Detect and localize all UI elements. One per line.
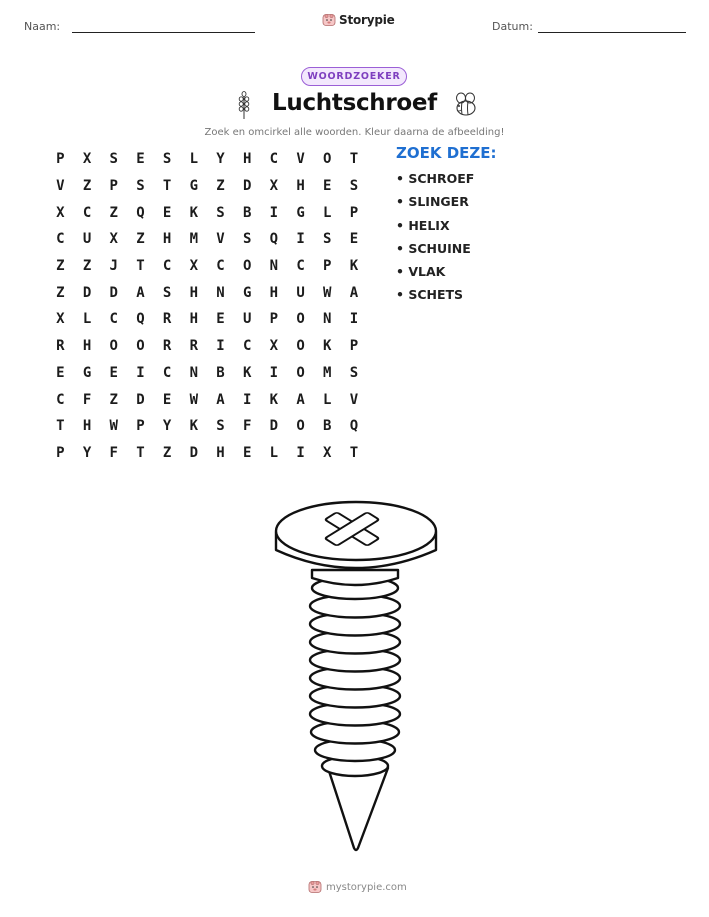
grid-cell[interactable]: U <box>82 231 92 248</box>
storypie-logo-icon <box>322 13 336 27</box>
grid-cell[interactable]: N <box>323 311 332 328</box>
grid-cell[interactable]: Q <box>136 311 145 328</box>
grid-cell[interactable]: H <box>189 311 198 328</box>
grid-cell[interactable]: H <box>296 178 305 195</box>
grid-cell[interactable]: V <box>349 391 359 408</box>
grid-cell[interactable]: S <box>349 178 359 195</box>
grid-cell[interactable]: P <box>323 258 332 275</box>
grid-cell[interactable]: X <box>269 338 279 355</box>
grid-cell[interactable]: L <box>323 391 332 408</box>
footer <box>308 880 407 894</box>
grid-cell[interactable]: I <box>216 338 225 355</box>
grid-cell[interactable]: P <box>269 311 279 328</box>
grid-cell[interactable]: U <box>242 311 252 328</box>
grid-cell[interactable]: G <box>189 178 198 195</box>
grid-cell[interactable]: S <box>216 204 225 221</box>
grid-cell[interactable]: H <box>162 231 172 248</box>
grid-cell[interactable]: O <box>296 364 305 381</box>
grid-cell[interactable]: O <box>296 418 305 435</box>
storypie-logo-icon <box>308 880 322 894</box>
grid-cell[interactable]: G <box>82 364 92 381</box>
grid-cell[interactable]: K <box>189 418 198 435</box>
date-label: Datum: <box>492 20 533 33</box>
word-list <box>396 171 474 311</box>
grid-cell[interactable]: E <box>349 231 359 248</box>
grid-cell[interactable]: S <box>109 151 118 168</box>
grid-cell[interactable]: Z <box>162 444 172 461</box>
grid-cell[interactable]: C <box>242 338 252 355</box>
grid-cell[interactable]: E <box>136 151 145 168</box>
grid-cell[interactable]: C <box>216 258 225 275</box>
grid-cell[interactable]: S <box>242 231 252 248</box>
grid-cell[interactable]: Z <box>109 204 118 221</box>
grid-cell[interactable]: H <box>242 151 252 168</box>
grid-cell[interactable]: P <box>56 444 65 461</box>
grid-cell[interactable]: Z <box>82 258 92 275</box>
grid-cell[interactable]: E <box>216 311 225 328</box>
grid-cell[interactable]: F <box>82 391 92 408</box>
grid-cell[interactable]: I <box>296 444 305 461</box>
grid-cell[interactable]: V <box>216 231 225 248</box>
grid-cell[interactable]: V <box>56 178 65 195</box>
grid-cell[interactable]: C <box>109 311 118 328</box>
grid-cell[interactable]: X <box>82 151 92 168</box>
grid-cell[interactable]: C <box>82 204 92 221</box>
grid-cell[interactable]: C <box>56 231 65 248</box>
name-line <box>72 32 255 33</box>
grid-cell[interactable]: C <box>162 258 172 275</box>
grid-cell[interactable]: S <box>162 151 172 168</box>
grid-cell[interactable]: R <box>189 338 198 355</box>
grid-cell[interactable]: R <box>56 338 65 355</box>
grid-cell[interactable]: O <box>242 258 252 275</box>
grid-cell[interactable]: N <box>269 258 279 275</box>
grid-cell[interactable]: X <box>323 444 332 461</box>
grid-cell[interactable]: S <box>323 231 332 248</box>
grid-cell[interactable]: Q <box>269 231 279 248</box>
grid-cell[interactable]: J <box>109 258 118 275</box>
grid-cell[interactable]: P <box>109 178 118 195</box>
grid-cell[interactable]: D <box>269 418 279 435</box>
grid-cell[interactable]: P <box>56 151 65 168</box>
grid-cell[interactable]: A <box>296 391 305 408</box>
grid-cell[interactable]: E <box>242 444 252 461</box>
grid-cell[interactable]: O <box>136 338 145 355</box>
grid-cell[interactable]: S <box>349 364 359 381</box>
grid-cell[interactable]: H <box>82 418 92 435</box>
grid-cell[interactable]: B <box>323 418 332 435</box>
grid-cell[interactable]: K <box>323 338 332 355</box>
grid-cell[interactable]: X <box>269 178 279 195</box>
grid-cell[interactable]: O <box>109 338 118 355</box>
grid-cell[interactable]: T <box>136 444 145 461</box>
grid-cell[interactable]: E <box>56 364 65 381</box>
grid-cell[interactable]: I <box>349 311 359 328</box>
grid-cell[interactable]: Y <box>162 418 172 435</box>
grid-cell[interactable]: K <box>189 204 198 221</box>
grid-cell[interactable]: L <box>82 311 92 328</box>
grid-cell[interactable]: M <box>323 364 332 381</box>
name-label: Naam: <box>24 20 61 33</box>
grid-cell[interactable]: W <box>109 418 118 435</box>
word-item: • VLAK <box>396 264 446 280</box>
grid-cell[interactable]: O <box>323 151 332 168</box>
grid-cell[interactable]: C <box>296 258 305 275</box>
grid-cell[interactable]: H <box>189 284 198 301</box>
grid-cell[interactable]: K <box>269 391 279 408</box>
grid-cell[interactable]: C <box>162 364 172 381</box>
grid-cell[interactable]: Z <box>136 231 145 248</box>
grid-cell[interactable]: H <box>82 338 92 355</box>
grid-cell[interactable]: B <box>216 364 225 381</box>
grid-cell[interactable]: Z <box>216 178 225 195</box>
grid-cell[interactable]: V <box>296 151 305 168</box>
word-item: • SCHUINE <box>396 240 471 256</box>
grid-cell[interactable]: N <box>216 284 225 301</box>
grid-cell[interactable]: D <box>242 178 252 195</box>
grid-cell[interactable]: Z <box>82 178 92 195</box>
grid-cell[interactable]: S <box>216 418 225 435</box>
grid-cell[interactable]: I <box>296 231 305 248</box>
grid-cell[interactable]: A <box>216 391 225 408</box>
grid-cell[interactable]: M <box>189 231 198 248</box>
word-item: • SLINGER <box>396 194 469 210</box>
grid-cell[interactable]: B <box>242 204 252 221</box>
grid-cell[interactable]: X <box>109 231 118 248</box>
word-item: • HELIX <box>396 217 450 233</box>
word-item: • SCHETS <box>396 287 464 303</box>
grid-cell[interactable]: T <box>349 151 359 168</box>
grid-cell[interactable]: I <box>269 204 279 221</box>
grid-cell[interactable]: I <box>269 364 279 381</box>
grid-cell[interactable]: N <box>189 364 198 381</box>
grid-cell[interactable]: H <box>216 444 225 461</box>
word-list-title: ZOEK DEZE: <box>396 144 497 162</box>
grid-cell[interactable]: O <box>296 311 305 328</box>
grid-cell[interactable]: T <box>56 418 65 435</box>
grid-cell[interactable]: D <box>136 391 145 408</box>
grid-cell[interactable]: L <box>189 151 198 168</box>
grid-cell[interactable]: R <box>162 338 172 355</box>
grid-cell[interactable]: K <box>242 364 252 381</box>
grid-cell[interactable]: E <box>323 178 332 195</box>
grid-cell[interactable]: C <box>56 391 65 408</box>
grid-cell[interactable]: W <box>189 391 198 408</box>
grid-cell[interactable]: A <box>136 284 145 301</box>
grid-cell[interactable]: F <box>242 418 252 435</box>
grid-cell[interactable]: W <box>323 284 332 301</box>
grid-cell[interactable]: Q <box>349 418 359 435</box>
grid-cell[interactable]: E <box>162 204 172 221</box>
grid-cell[interactable]: I <box>136 364 145 381</box>
grid-cell[interactable]: S <box>162 284 172 301</box>
grid-cell[interactable]: S <box>136 178 145 195</box>
grid-cell[interactable]: U <box>296 284 305 301</box>
grid-cell[interactable]: T <box>349 444 359 461</box>
word-search-grid <box>47 146 367 466</box>
screw-illustration <box>270 498 450 856</box>
grid-cell[interactable]: H <box>269 284 279 301</box>
brand <box>322 13 395 27</box>
grid-cell[interactable]: G <box>242 284 252 301</box>
grid-cell[interactable]: D <box>109 284 118 301</box>
grid-cell[interactable]: T <box>162 178 172 195</box>
grid-cell[interactable]: D <box>189 444 198 461</box>
grid-cell[interactable]: Q <box>136 204 145 221</box>
grid-cell[interactable]: Z <box>56 258 65 275</box>
grid-cell[interactable]: C <box>269 151 279 168</box>
worksheet-type-badge: WOORDZOEKER <box>301 67 407 86</box>
grid-cell[interactable]: K <box>349 258 359 275</box>
grid-cell[interactable]: Y <box>82 444 92 461</box>
bee-icon <box>452 91 480 119</box>
grid-cell[interactable]: Z <box>109 391 118 408</box>
grid-cell[interactable]: E <box>162 391 172 408</box>
grid-cell[interactable]: O <box>296 338 305 355</box>
grid-cell[interactable]: X <box>56 311 65 328</box>
grid-cell[interactable]: D <box>82 284 92 301</box>
grid-cell[interactable]: Y <box>216 151 225 168</box>
grid-cell[interactable]: E <box>109 364 118 381</box>
footer-url[interactable]: mystorypie.com <box>326 881 407 893</box>
grid-cell[interactable]: A <box>349 284 359 301</box>
grid-cell[interactable]: P <box>349 204 359 221</box>
grid-cell[interactable]: P <box>349 338 359 355</box>
grid-cell[interactable]: R <box>162 311 172 328</box>
grid-cell[interactable]: F <box>109 444 118 461</box>
page-title: Luchtschroef <box>272 90 437 116</box>
grid-cell[interactable]: T <box>136 258 145 275</box>
brand-name: Storypie <box>339 13 395 27</box>
instructions: Zoek en omcirkel alle woorden. Kleur daarna de afbeelding! <box>204 127 505 138</box>
grid-cell[interactable]: P <box>136 418 145 435</box>
grid-cell[interactable]: X <box>189 258 198 275</box>
word-item: • SCHROEF <box>396 171 475 186</box>
date-line <box>538 32 686 33</box>
grid-cell[interactable]: I <box>242 391 252 408</box>
grid-cell[interactable]: X <box>56 204 65 221</box>
grid-cell[interactable]: G <box>296 204 305 221</box>
grid-cell[interactable]: L <box>269 444 279 461</box>
grid-cell[interactable]: Z <box>56 284 65 301</box>
grid-cell[interactable]: L <box>323 204 332 221</box>
